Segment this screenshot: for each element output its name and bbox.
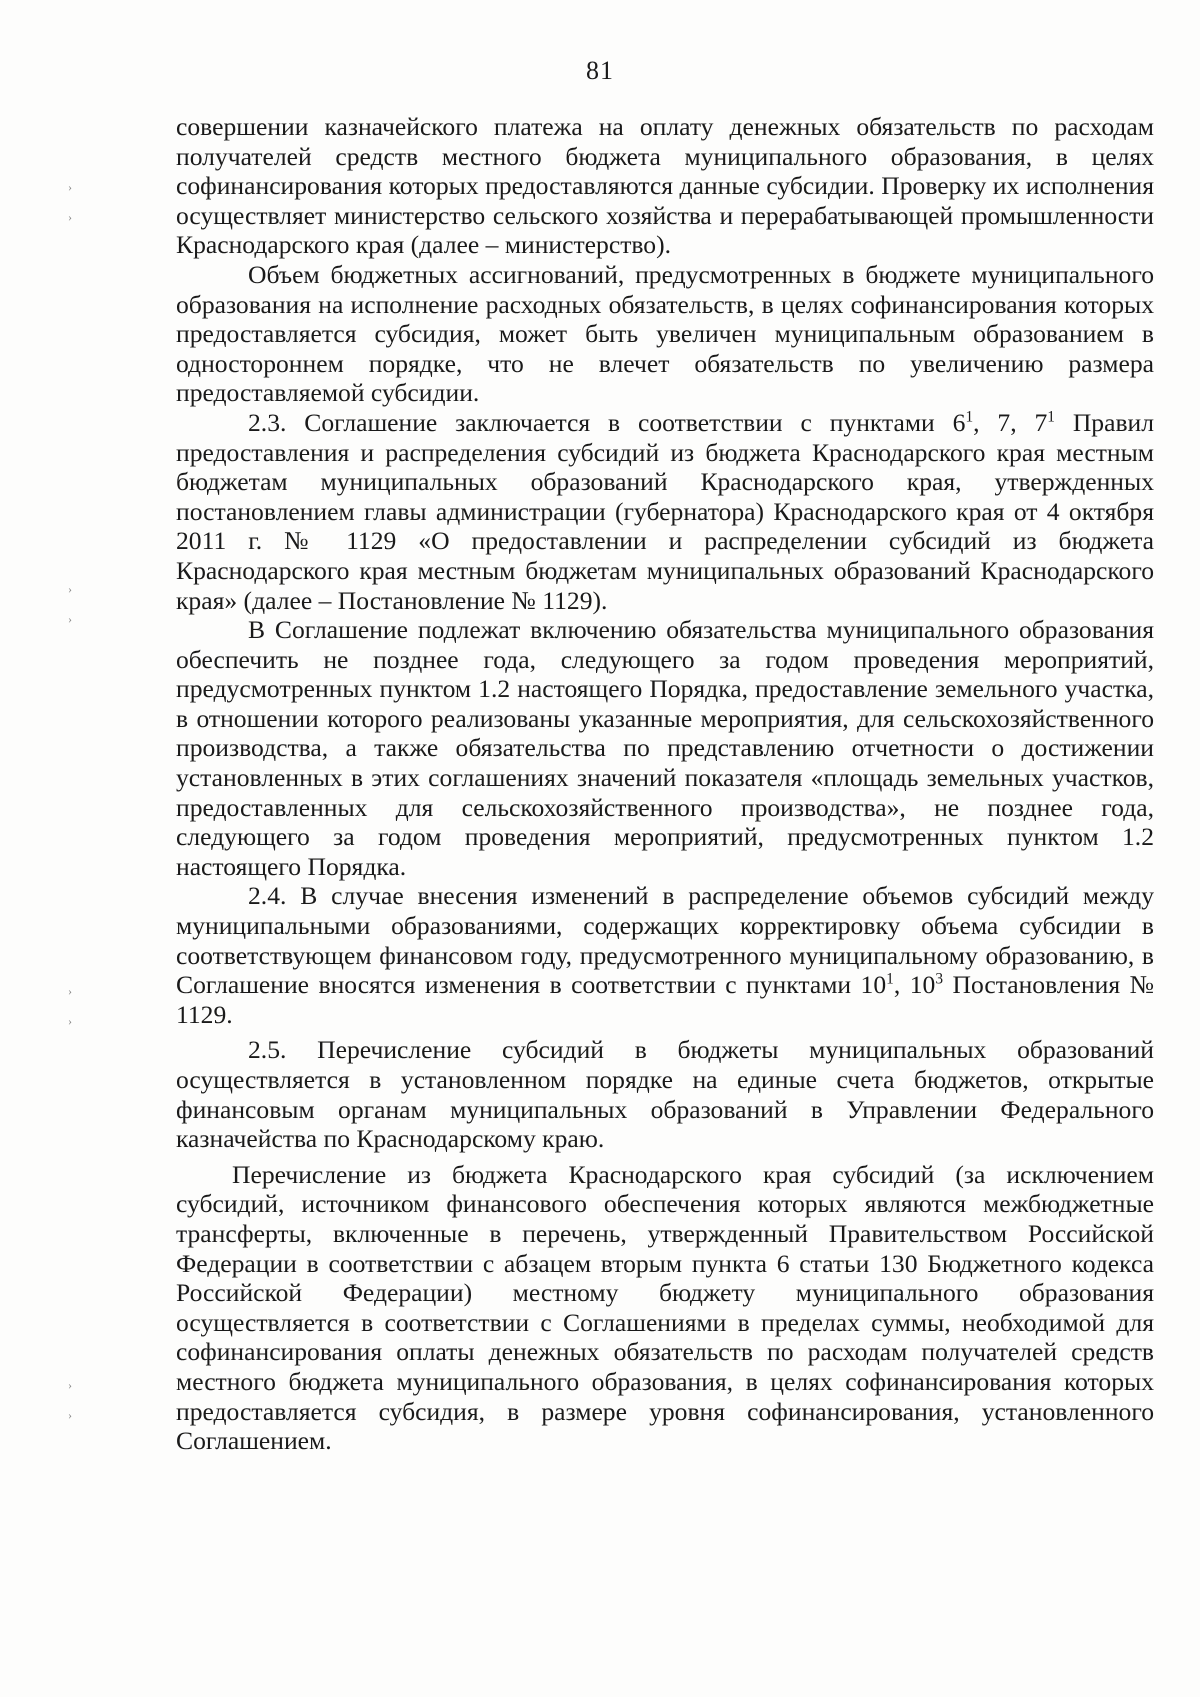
paragraph-2-4-text-a: 2.4. В случае внесения изменений в распределение объемов субсидий между муниципальными образованиями, содержащих корректировку объема субсидии в соответствующем финансовом году, предусмотренного муниципальному образованию, в Соглашение вносятся изменения в соответствии с пунктами 10 (176, 881, 1154, 1000)
scan-artifact-mark: › (68, 1378, 72, 1392)
scan-artifact-mark: › (68, 612, 72, 626)
scan-artifact-mark: › (68, 1014, 72, 1028)
scan-artifact-mark: › (68, 984, 72, 998)
paragraph-2-3-text-c: Правил предоставления и распределения субсидий из бюджета Краснодарского края местным бюджетам муниципальных образований Краснодарского края, утвержденных постановлением главы администрации (губернатора) Краснодарского края от 4 октября 2011 г. № 1129 «О предоставлении и распределении субсидий из бюджета Краснодарского края местным бюджетам муниципальных образований Краснодарского края» (далее – Постановление № 1129). (176, 407, 1155, 615)
superscript: 1 (886, 970, 894, 988)
paragraph-budget-allocations: Объем бюджетных ассигнований, предусмотренных в бюджете муниципального образования на исполнение расходных обязательств, в целях софинансирования которых предоставляется субсидия, может быть увеличен муниципальным образованием в одностороннем порядке, что не влечет обязательств по увеличению размера предоставляемой субсидии. (176, 259, 1154, 408)
paragraph-transfer: Перечисление из бюджета Краснодарского края субсидий (за исключением субсидий, источником финансового обеспечения которых являются межбюджетные трансферты, включенные в перечень, утвержденный Правительством Российской Федерации в соответствии с абзацем вторым пункта 6 статьи 130 Бюджетного кодекса Российской Федерации) местному бюджету муниципального образования осуществляется в соответствии с Соглашениями в пределах суммы, необходимой для софинансирования оплаты денежных обязательств по расходам получателей средств местного бюджета муниципального образования, в целях софинансирования которых предоставляется субсидия, в размере уровня софинансирования, установленного Соглашением. (176, 1159, 1154, 1456)
paragraph-2-4-text-b: , 10 (893, 970, 936, 1000)
paragraph-2-3 (176, 408, 1154, 615)
scan-artifact-mark: › (68, 210, 72, 224)
paragraph-2-5: 2.5. Перечисление субсидий в бюджеты муниципальных образований осуществляется в установленном порядке на единые счета бюджетов, открытые финансовым органам муниципальных образований в Управлении Федерального казначейства по Краснодарскому краю. (176, 1035, 1154, 1154)
superscript: 3 (935, 970, 943, 988)
paragraph-2-4-text-c: Постановления № 1129. (176, 970, 1155, 1029)
superscript: 1 (965, 408, 974, 426)
paragraph-continuation: совершении казначейского платежа на оплату денежных обязательств по расходам получателей средств местного бюджета муниципального образования, в целях софинансирования которых предоставляются данные субсидии. Проверку их исполнения осуществляет министерство сельского хозяйства и перерабатывающей промышленности Краснодарского края (далее – министерство). (176, 112, 1154, 260)
scan-artifact-mark: › (68, 582, 72, 596)
paragraph-agreement-obligations: В Соглашение подлежат включению обязательства муниципального образования обеспечить не позднее года, следующего за годом проведения мероприятий, предусмотренных пунктом 1.2 настоящего Порядка, предоставление земельного участка, в отношении которого реализованы указанные мероприятия, для сельскохозяйственного производства, а также обязательства по представлению отчетности о достижении установленных в этих соглашениях значений показателя «площадь земельных участков, предоставленных для сельскохозяйственного производства», не позднее года, следующего за годом проведения мероприятий, предусмотренных пунктом 1.2 настоящего Порядка. (176, 615, 1154, 881)
paragraph-2-3-text-b: , 7, 7 (973, 407, 1048, 437)
body-text (176, 112, 1154, 1456)
paragraph-2-3-text-a: 2.3. Соглашение заключается в соответствии с пунктами 6 (248, 407, 966, 437)
scan-artifact-mark: › (68, 1408, 72, 1422)
superscript: 1 (1047, 408, 1055, 426)
paragraph-2-4 (176, 881, 1154, 1029)
page-number: 81 (586, 56, 614, 85)
scan-artifact-mark: › (68, 180, 72, 194)
